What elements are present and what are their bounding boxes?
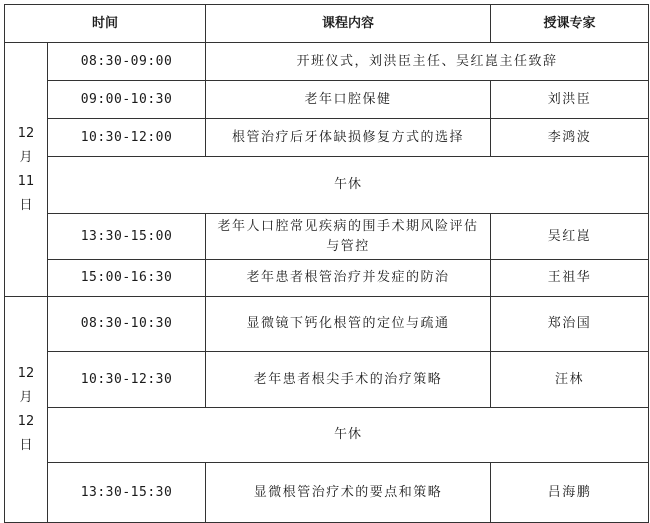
topic-cell: 老年患者根管治疗并发症的防治 [206, 260, 491, 297]
time-cell: 13:30-15:30 [48, 463, 206, 523]
date-line: 日 [19, 437, 33, 453]
lunch-break-cell: 午休 [48, 157, 649, 214]
date-line: 月 [19, 389, 33, 405]
time-cell: 15:00-16:30 [48, 260, 206, 297]
header-expert: 授课专家 [491, 5, 649, 43]
date-cell-day2 [5, 297, 48, 523]
expert-cell: 汪林 [491, 352, 649, 408]
table-row [5, 43, 649, 81]
expert-cell: 吕海鹏 [491, 463, 649, 523]
time-cell: 10:30-12:30 [48, 352, 206, 408]
topic-cell: 老年口腔保健 [206, 81, 491, 119]
date-line: 12 [17, 413, 35, 429]
date-line: 月 [19, 149, 33, 165]
header-content: 课程内容 [206, 5, 491, 43]
table-row [5, 119, 649, 157]
date-cell-day1 [5, 43, 48, 297]
schedule-table [4, 4, 649, 523]
expert-cell: 李鸿波 [491, 119, 649, 157]
time-cell: 13:30-15:00 [48, 214, 206, 260]
date-line: 12 [17, 125, 35, 141]
expert-cell: 刘洪臣 [491, 81, 649, 119]
time-cell: 09:00-10:30 [48, 81, 206, 119]
break-row [5, 408, 649, 463]
topic-cell: 显微镜下钙化根管的定位与疏通 [206, 297, 491, 352]
lunch-break-cell: 午休 [48, 408, 649, 463]
expert-cell: 郑治国 [491, 297, 649, 352]
header-row [5, 5, 649, 43]
topic-cell: 显微根管治疗术的要点和策略 [206, 463, 491, 523]
table-row [5, 297, 649, 352]
date-line: 12 [17, 365, 35, 381]
break-row [5, 157, 649, 214]
date-line: 日 [19, 197, 33, 213]
time-cell: 10:30-12:00 [48, 119, 206, 157]
table-row [5, 463, 649, 523]
topic-line: 老年人口腔常见疾病的围手术期风险评估 [217, 218, 479, 234]
topic-line: 与管控 [326, 238, 370, 254]
table-row [5, 260, 649, 297]
expert-cell: 吴红崑 [491, 214, 649, 260]
date-line: 11 [17, 173, 35, 189]
expert-cell: 王祖华 [491, 260, 649, 297]
header-time: 时间 [5, 5, 206, 43]
topic-cell [206, 214, 491, 260]
table-row [5, 214, 649, 260]
table-row [5, 352, 649, 408]
topic-cell: 根管治疗后牙体缺损修复方式的选择 [206, 119, 491, 157]
time-cell: 08:30-09:00 [48, 43, 206, 81]
topic-cell: 开班仪式，刘洪臣主任、吴红崑主任致辞 [206, 43, 649, 81]
time-cell: 08:30-10:30 [48, 297, 206, 352]
topic-cell: 老年患者根尖手术的治疗策略 [206, 352, 491, 408]
table-row [5, 81, 649, 119]
